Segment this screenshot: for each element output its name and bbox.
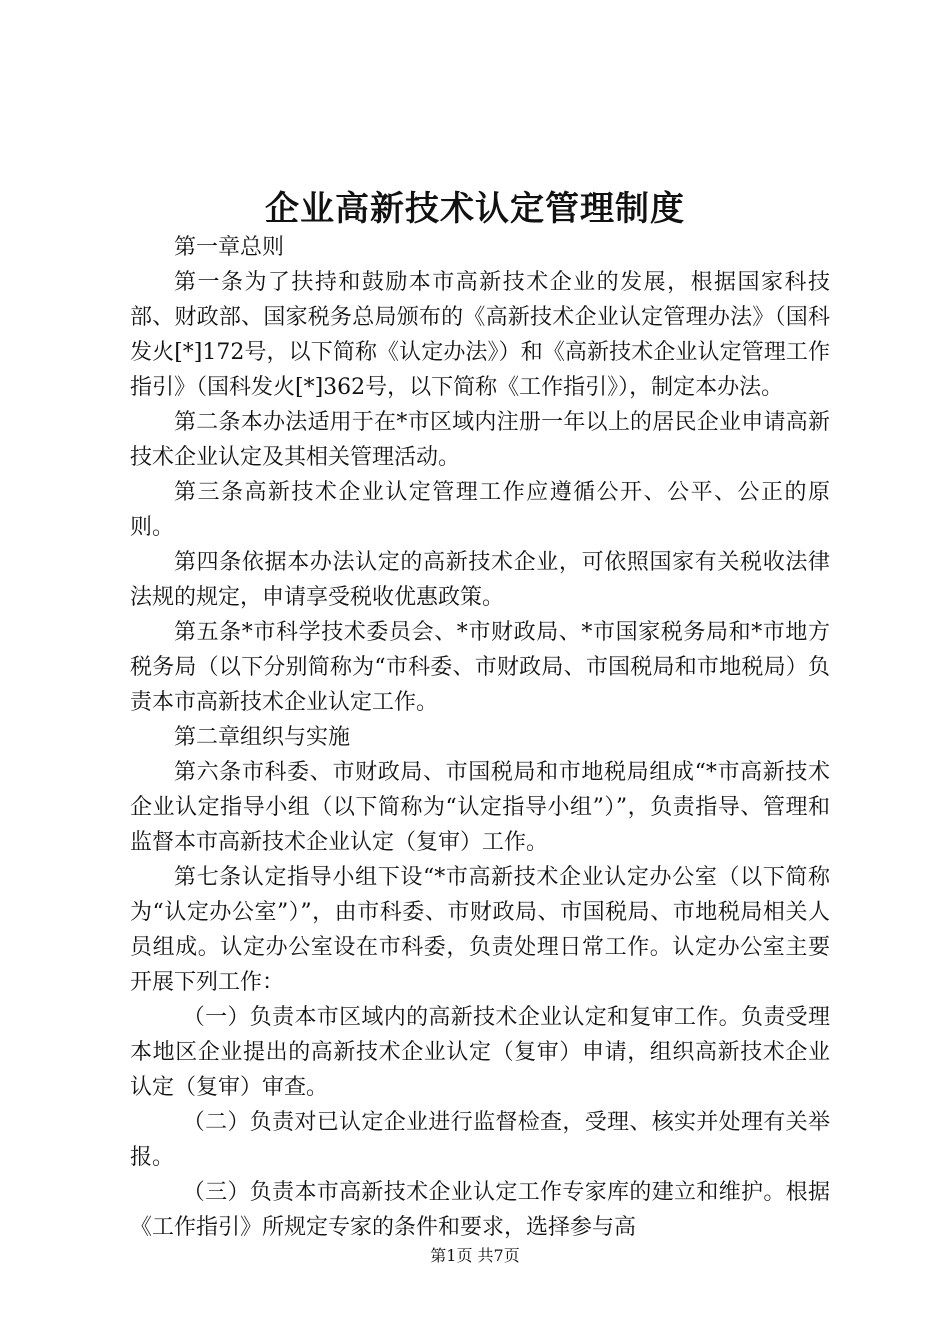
document-body [130,230,830,1245]
article-paragraph: 第四条依据本办法认定的高新技术企业，可依照国家有关税收法律法规的规定，申请享受税收优惠政策。 [130,550,830,610]
article-paragraph: 第五条*市科学技术委员会、*市财政局、*市国家税务局和*市地方税务局（以下分别简称为“市科委、市财政局、市国税局和市地税局）负责本市高新技术企业认定工作。 [130,620,830,715]
chapter-heading: 第一章总则 [174,235,285,260]
article-paragraph: 第六条市科委、市财政局、市国税局和市地税局组成“*市高新技术企业认定指导小组（以下简称为“认定指导小组”）”，负责指导、管理和监督本市高新技术企业认定（复审）工作。 [130,760,830,855]
article-paragraph: 第七条认定指导小组下设“*市高新技术企业认定办公室（以下简称为“认定办公室”）”，由市科委、市财政局、市国税局、市地税局相关人员组成。认定办公室设在市科委，负责处理日常工作。认定办公室主要开展下列工作： [130,865,830,995]
article-paragraph: 第三条高新技术企业认定管理工作应遵循公开、公平、公正的原则。 [130,480,830,540]
article-paragraph: 第二条本办法适用于在*市区域内注册一年以上的居民企业申请高新技术企业认定及其相关管理活动。 [130,410,830,470]
article-paragraph: 第一条为了扶持和鼓励本市高新技术企业的发展，根据国家科技部、财政部、国家税务总局颁布的《高新技术企业认定管理办法》（国科发火[*]172号，以下简称《认定办法》）和《高新技术企业认定管理工作指引》（国科发火[*]362号，以下简称《工作指引》），制定本办法。 [130,270,830,400]
document-title: 企业高新技术认定管理制度 [265,189,685,229]
page-number-footer: 第1页 共7页 [430,1246,520,1265]
chapter-heading: 第二章组织与实施 [174,725,351,750]
list-item-paragraph: （三）负责本市高新技术企业认定工作专家库的建立和维护。根据《工作指引》所规定专家的条件和要求，选择参与高 [130,1180,830,1240]
list-item-paragraph: （一）负责本市区域内的高新技术企业认定和复审工作。负责受理本地区企业提出的高新技术企业认定（复审）申请，组织高新技术企业认定（复审）审查。 [130,1005,830,1100]
list-item-paragraph: （二）负责对已认定企业进行监督检查，受理、核实并处理有关举报。 [130,1110,830,1170]
